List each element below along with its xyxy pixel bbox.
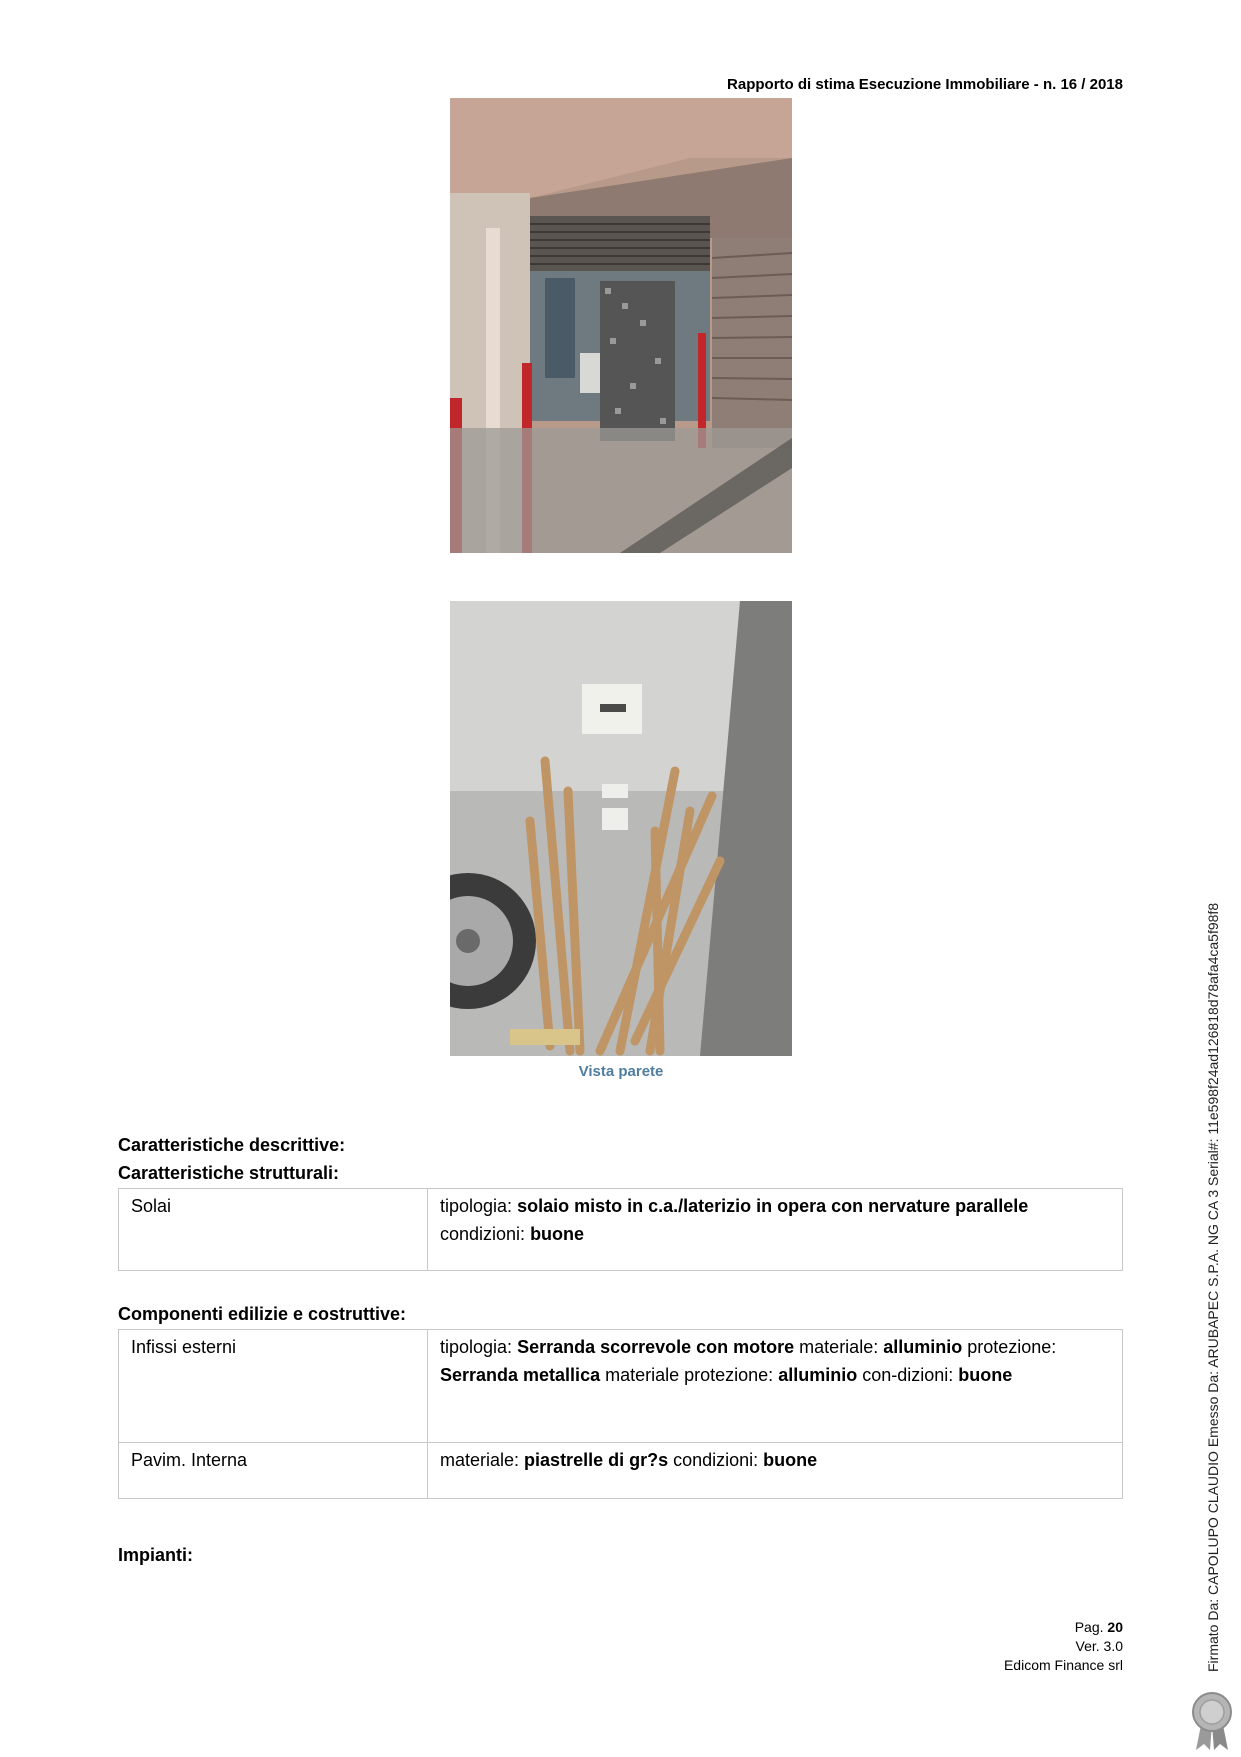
field-key: tipologia: bbox=[440, 1196, 518, 1216]
field-key: protezione: bbox=[962, 1337, 1057, 1357]
row-value bbox=[428, 1330, 1123, 1443]
field-value: buone bbox=[530, 1224, 585, 1244]
field-value: buone bbox=[958, 1365, 1013, 1385]
field-value: Serranda metallica bbox=[440, 1365, 601, 1385]
field-key: condizioni: bbox=[668, 1450, 764, 1470]
field-key: condizioni: bbox=[440, 1224, 531, 1244]
row-value bbox=[428, 1443, 1123, 1499]
field-value: Serranda scorrevole con motore bbox=[517, 1337, 795, 1357]
row-label: Infissi esterni bbox=[119, 1330, 428, 1443]
section-heading-impianti: Impianti: bbox=[118, 1545, 193, 1565]
field-value: alluminio bbox=[883, 1337, 963, 1357]
page-number-line bbox=[1004, 1618, 1123, 1637]
componenti-table bbox=[118, 1329, 1123, 1499]
field-key: materiale protezione: bbox=[600, 1365, 779, 1385]
field-value: piastrelle di gr?s bbox=[524, 1450, 669, 1470]
field-value: solaio misto in c.a./laterizio in opera con nervature parallele bbox=[517, 1196, 1029, 1216]
field-key: materiale: bbox=[440, 1450, 525, 1470]
page-label: Pag. bbox=[1074, 1619, 1108, 1635]
page-footer bbox=[1004, 1618, 1123, 1675]
section-heading-componenti: Componenti edilizie e costruttive: bbox=[118, 1304, 407, 1324]
company-name: Edicom Finance srl bbox=[1003, 1657, 1123, 1673]
document-header: Rapporto di stima Esecuzione Immobiliare - n. 16 / 2018 bbox=[727, 76, 1123, 93]
field-value: buone bbox=[763, 1450, 818, 1470]
section-heading-descrittive: Caratteristiche descrittive: bbox=[118, 1135, 346, 1155]
section-heading-strutturali: Caratteristiche strutturali: bbox=[118, 1163, 340, 1183]
row-value bbox=[428, 1189, 1123, 1271]
row-label: Solai bbox=[119, 1189, 428, 1271]
field-value: alluminio bbox=[778, 1365, 858, 1385]
page-number: 20 bbox=[1107, 1619, 1123, 1635]
strutturali-table bbox=[118, 1188, 1123, 1271]
row-label: Pavim. Interna bbox=[119, 1443, 428, 1499]
wall-view-photo bbox=[450, 601, 792, 1056]
version-label: Ver. 3.0 bbox=[1075, 1638, 1123, 1654]
table-row bbox=[119, 1330, 1123, 1443]
seal-icon bbox=[1190, 1690, 1234, 1752]
field-key: con-dizioni: bbox=[857, 1365, 959, 1385]
garage-entrance-photo bbox=[450, 98, 792, 553]
photo-caption: Vista parete bbox=[578, 1063, 664, 1080]
table-row bbox=[119, 1443, 1123, 1499]
digital-signature-text: Firmato Da: CAPOLUPO CLAUDIO Emesso Da: ARUBAPEC S.P.A. NG CA 3 Serial#: 11e598f24ad126818d78afa4ca5f98f8 bbox=[1205, 902, 1221, 1672]
field-key: tipologia: bbox=[440, 1337, 518, 1357]
table-row bbox=[119, 1189, 1123, 1271]
field-key: materiale: bbox=[794, 1337, 884, 1357]
